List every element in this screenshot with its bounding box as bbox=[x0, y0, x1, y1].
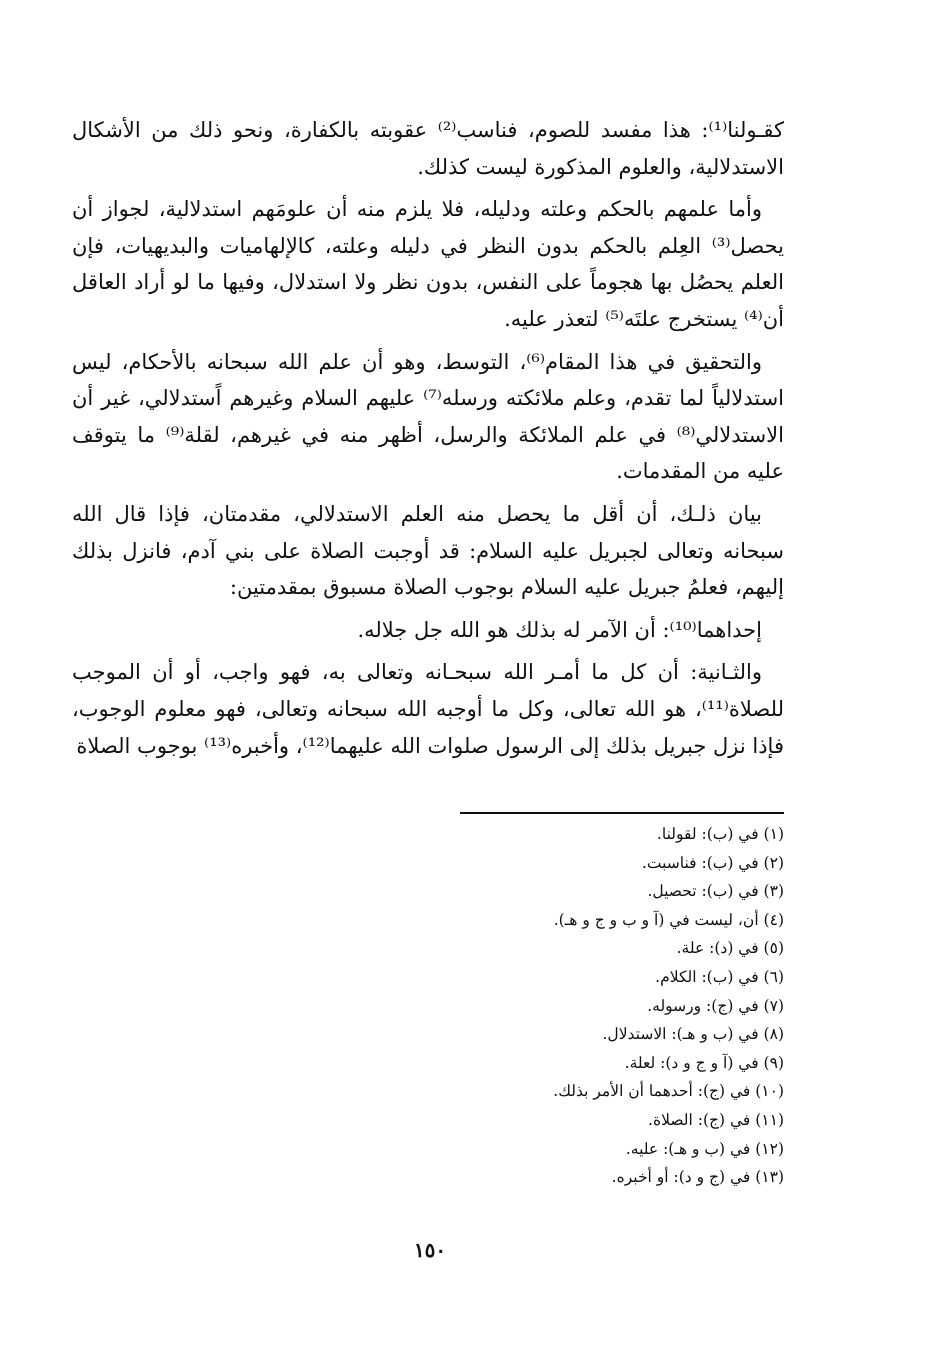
footnote-12: (١٢) في (ب و هـ): عليه. bbox=[625, 1139, 784, 1158]
paragraph-1: كقـولنا⁽¹⁾: هذا مفسد للصوم، فناسب⁽²⁾ عقوبته بالكفارة، ونحو ذلك من الأشكال الاستدلالية، والعلوم المذكورة ليست كذلك. bbox=[72, 118, 784, 179]
paragraph-6: والثـانية: أن كل ما أمـر الله سبحـانه وتعالى به، فهو واجب، أو أن الموجب للصلاة⁽¹¹⁾، هو الله تعالى، وكل ما أوجبه الله سبحانه وتعالى، فهو معلوم الوجوب، فإذا نزل جبريل بذلك إلى الرسول صلوات الله عليهما⁽¹²⁾، وأخبره⁽¹³⁾ بوجوب الصلاة bbox=[72, 660, 784, 758]
footnote-10: (١٠) في (ج): أحدهما أن الأمر بذلك. bbox=[553, 1082, 784, 1101]
main-text bbox=[72, 112, 784, 770]
page-number: ١٥٠ bbox=[413, 1238, 447, 1262]
paragraph-2: وأما علمهم بالحكم وعلته ودليله، فلا يلزم منه أن علومَهم استدلالية، لجواز أن يحصل⁽³⁾ العِلم بالحكم بدون النظر في دليله وعلته، كالإلهاميات والبديهيات، فإن العلم يحصُل بها هجوماً على النفس، بدون نظر ولا استدلال، وفيها ما لو أراد العاقل أن⁽⁴⁾ يستخرج علتَه⁽⁵⁾ لتعذر عليه. bbox=[72, 197, 784, 331]
footnote-1: (١) في (ب): لقولنا. bbox=[656, 825, 784, 843]
footnote-9: (٩) في (آ و ج و د): لعلة. bbox=[624, 1053, 784, 1072]
footnote-11: (١١) في (ج): الصلاة. bbox=[648, 1110, 784, 1129]
footnote-7: (٧) في (ج): ورسوله. bbox=[647, 996, 784, 1015]
footnote-2: (٢) في (ب): فناسبت. bbox=[641, 853, 784, 872]
footnote-5: (٥) في (د): علة. bbox=[676, 939, 784, 958]
footnote-4: (٤) أن، ليست في (آ و ب و ج و هـ). bbox=[553, 910, 784, 929]
footnote-8: (٨) في (ب و هـ): الاستدلال. bbox=[602, 1025, 784, 1044]
footnote-13: (١٣) في (ج و د): أو أخبره. bbox=[611, 1168, 784, 1187]
paragraph-5: إحداهما⁽¹⁰⁾: أن الآمر له بذلك هو الله جل جلاله. bbox=[357, 617, 762, 642]
footnote-divider bbox=[460, 812, 784, 814]
paragraph-3: والتحقيق في هذا المقام⁽⁶⁾، التوسط، وهو أن علم الله سبحانه بالأحكام، ليس استدلالياً لما تقدم، وعلم ملائكته ورسله⁽⁷⁾ عليهم السلام وغيرهم اًستدلالي، غير أن الاستدلالي⁽⁸⁾ في علم الملائكة والرسل، أظهر منه في غيرهم، لقلة⁽⁹⁾ ما يتوقف عليه من المقدمات. bbox=[72, 349, 785, 484]
footnote-3: (٣) في (ب): تحصيل. bbox=[647, 882, 784, 901]
paragraph-4: بيان ذلـك، أن أقل ما يحصل منه العلم الاستدلالي، مقدمتان، فإذا قال الله سبحانه وتعالى لجبريل عليه السلام: قد أوجبت الصلاة على بني آدم، فانزل بذلك إليهم، فعلمُ جبريل عليه السلام بوجوب الصلاة مسبوق بمقدمتين: bbox=[72, 501, 784, 600]
footnotes bbox=[200, 820, 784, 1192]
footnote-6: (٦) في (ب): الكلام. bbox=[655, 967, 784, 986]
